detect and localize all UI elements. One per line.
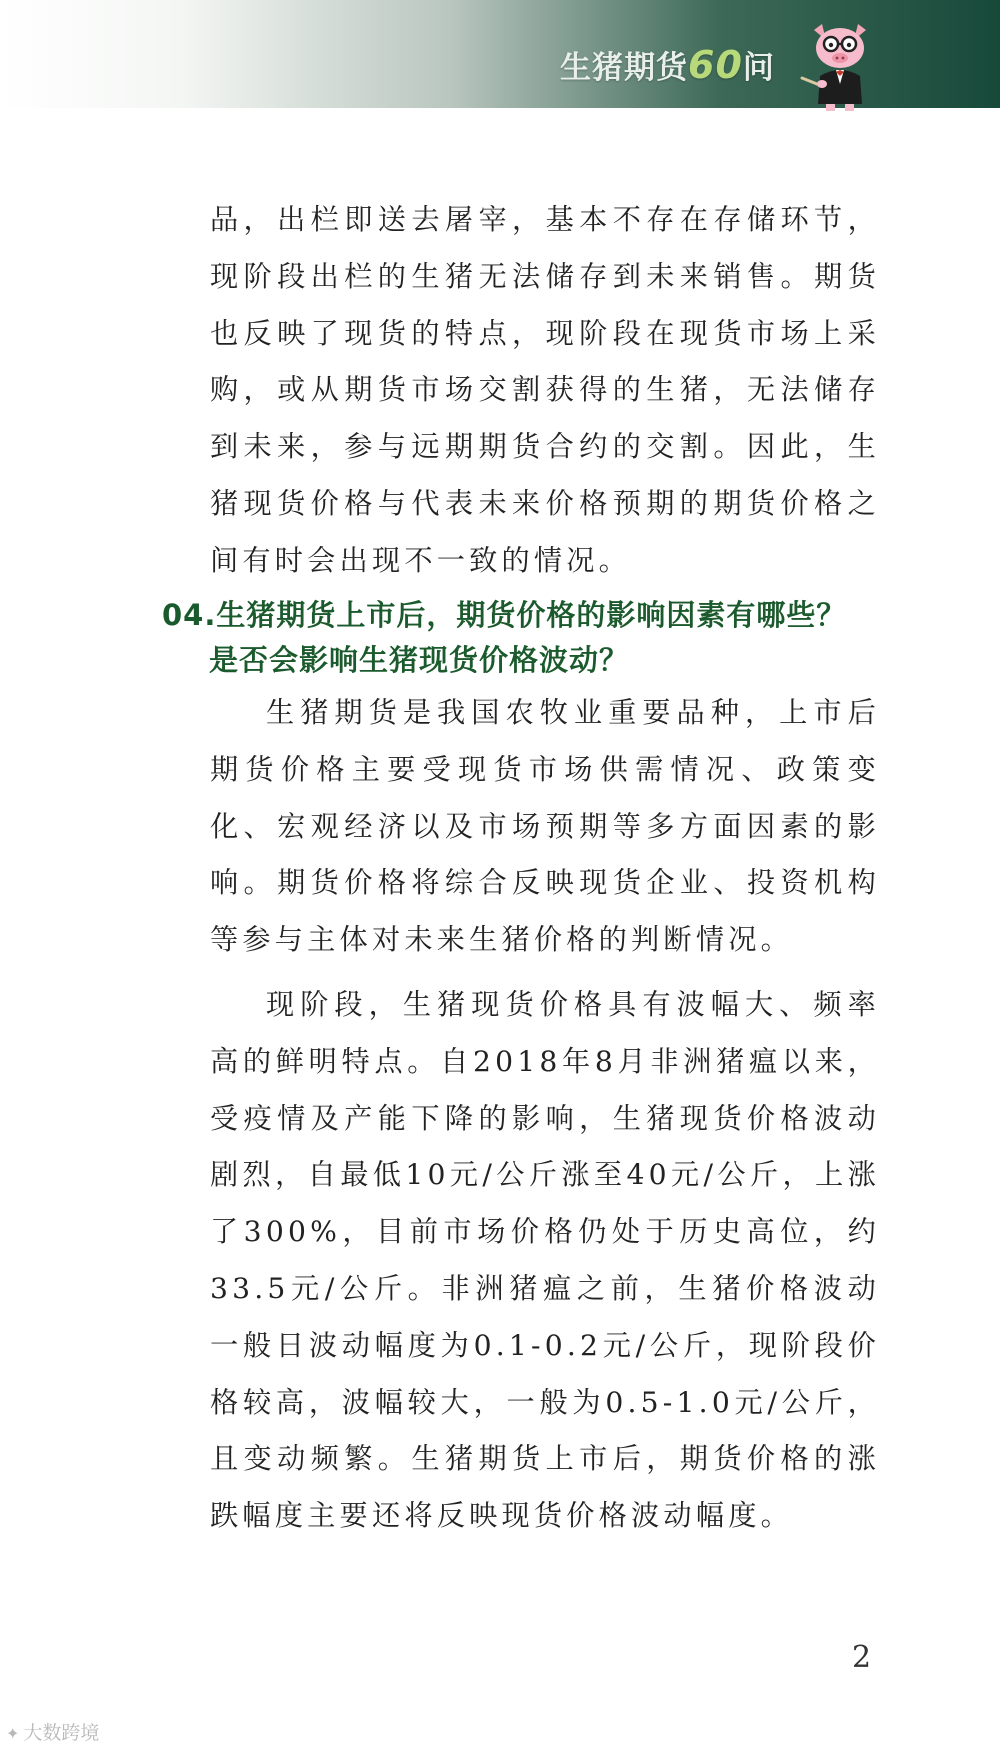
question-heading — [162, 593, 922, 683]
page-number: 2 — [852, 1640, 872, 1675]
question-line-1: 04.生猪期货上市后，期货价格的影响因素有哪些？ — [162, 598, 847, 632]
watermark-logo-icon: ✦ — [6, 1724, 20, 1743]
header-title — [560, 42, 775, 87]
watermark-text: 大数跨境 — [23, 1722, 100, 1744]
answer-text-block — [210, 685, 880, 1545]
header-title-prefix: 生猪期货 — [560, 50, 688, 86]
pig-mascot-icon — [800, 20, 880, 112]
answer-paragraph-1: 生猪期货是我国农牧业重要品种，上市后期货价格主要受现货市场供需情况、政策变化、宏观经济以及市场预期等多方面因素的影响。期货价格将综合反映现货企业、投资机构等参与主体对未来生猪价格的判断情况。 — [210, 696, 880, 957]
header-title-suffix: 问 — [742, 50, 775, 86]
watermark — [6, 1718, 99, 1746]
intro-paragraph: 品，出栏即送去屠宰，基本不存在存储环节，现阶段出栏的生猪无法储存到未来销售。期货也反映了现货的特点，现阶段在现货市场上采购，或从期货市场交割获得的生猪，无法储存到未来，参与远期期货合约的交割。因此，生猪现货价格与代表未来价格预期的期货价格之间有时会出现不一致的情况。 — [210, 203, 880, 577]
question-line-2: 是否会影响生猪现货价格波动？ — [209, 643, 630, 677]
intro-text-block — [210, 192, 880, 590]
answer-paragraph-2: 现阶段，生猪现货价格具有波幅大、频率高的鲜明特点。自2018年8月非洲猪瘟以来，受疫情及产能下降的影响，生猪现货价格波动剧烈，自最低10元/公斤涨至40元/公斤，上涨了300%，目前市场价格仍处于历史高位，约33.5元/公斤。非洲猪瘟之前，生猪价格波动一般日波动幅度为0.1-0.2元/公斤，现阶段价格较高，波幅较大，一般为0.5-1.0元/公斤，且变动频繁。生猪期货上市后，期货价格的涨跌幅度主要还将反映现货价格波动幅度。 — [210, 987, 880, 1533]
header-title-number: 60 — [688, 43, 743, 87]
